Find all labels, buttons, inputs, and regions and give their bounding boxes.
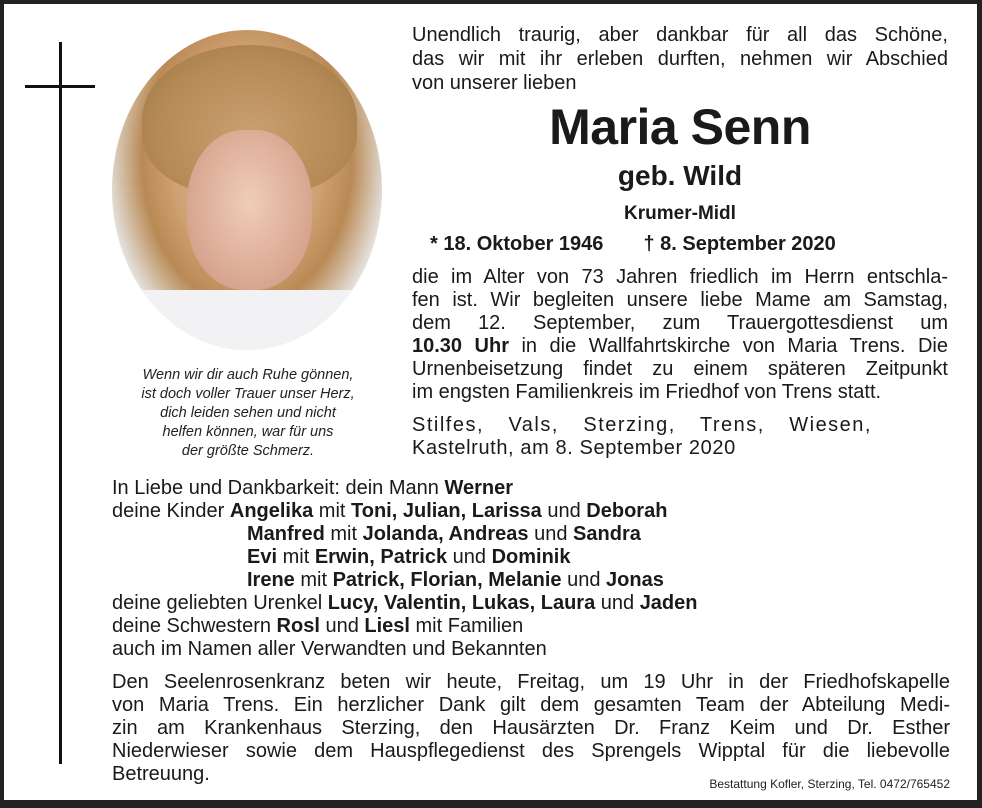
bold-text: Jolanda, Andreas <box>362 523 529 545</box>
text: mit <box>294 569 333 591</box>
intro-line: Unendlich traurig, aber dankbar für all das Schöne, <box>412 24 948 46</box>
text: Urnenbeisetzung findet zu einem späteren Zeitpunkt <box>412 358 948 380</box>
text: und <box>541 500 587 522</box>
birth-date: * 18. Oktober 1946 <box>430 233 604 255</box>
closing-line: Niederwieser sowie dem Hauspflegedienst des Sprengels Wipptal für die liebevolle <box>112 740 950 762</box>
text: mit <box>324 523 363 545</box>
family-line <box>112 615 523 638</box>
quote-line: der größte Schmerz. <box>181 443 315 459</box>
portrait-photo <box>112 30 382 350</box>
house-name: Krumer-Midl <box>624 203 736 224</box>
family-line <box>112 592 698 615</box>
family-line <box>112 477 513 500</box>
bold-text: Irene <box>247 569 295 591</box>
closing-line: von Maria Trens. Ein herzlicher Dank gilt dem gesamten Team der Abteilung Medi- <box>112 694 950 716</box>
bold-text: Jaden <box>639 592 698 614</box>
text: fen ist. Wir begleiten unsere liebe Mame am Samstag, <box>412 289 948 311</box>
text: mit <box>277 546 315 568</box>
text: im engsten Familienkreis im Friedhof von Trens statt. <box>412 381 882 403</box>
text: deine Schwestern <box>112 615 277 637</box>
paragraph-line <box>412 381 881 404</box>
bold-text: Sandra <box>573 523 641 545</box>
bold-text: Rosl <box>276 615 320 637</box>
maiden-name: geb. Wild <box>617 160 743 191</box>
text: dem 12. September, zum Trauergottesdienst um <box>412 312 948 334</box>
bold-text: Patrick, Florian, Melanie <box>332 569 562 591</box>
cross-icon-bar <box>25 85 95 88</box>
text: in die Wallfahrtskirche von Maria Trens. Die <box>508 335 948 357</box>
text: mit <box>313 500 352 522</box>
text: und <box>528 523 574 545</box>
family-line <box>247 546 570 569</box>
quote-line: helfen können, war für uns <box>162 424 334 440</box>
bold-text: Dominik <box>491 546 571 568</box>
closing-line: zin am Krankenhaus Sterzing, den Hausärzten Dr. Franz Keim und Dr. Esther <box>112 717 950 739</box>
text: In Liebe und Dankbarkeit: dein Mann <box>112 477 445 499</box>
family-line <box>112 500 667 523</box>
bold-text: Toni, Julian, Larissa <box>351 500 542 522</box>
bold-text: Evi <box>247 546 278 568</box>
text: und <box>319 615 365 637</box>
bold-text: Jonas <box>606 569 664 591</box>
text: mit Familien <box>409 615 524 637</box>
places-line: Stilfes, Vals, Sterzing, Trens, Wiesen, <box>412 414 872 436</box>
paragraph-line <box>412 266 948 289</box>
text: und <box>447 546 492 568</box>
text: und <box>561 569 607 591</box>
quote <box>108 366 388 461</box>
cross-icon <box>59 42 62 764</box>
paragraph-line <box>412 358 948 381</box>
funeral-home-credit: Bestattung Kofler, Sterzing, Tel. 0472/765452 <box>709 777 950 791</box>
closing-line: Betreuung. <box>112 763 210 785</box>
bold-text: Werner <box>444 477 513 499</box>
family-line <box>112 638 547 661</box>
paragraph-line <box>412 289 948 312</box>
text: deine geliebten Urenkel <box>112 592 328 614</box>
bold-text: Angelika <box>229 500 314 522</box>
family-line <box>247 569 664 592</box>
quote-line: Wenn wir dir auch Ruhe gönnen, <box>142 367 354 383</box>
places-line: Kastelruth, am 8. September 2020 <box>412 437 736 459</box>
bold-text: Lucy, Valentin, Lukas, Laura <box>327 592 596 614</box>
quote-line: dich leiden sehen und nicht <box>160 405 336 421</box>
bold-text: Manfred <box>247 523 325 545</box>
dates <box>430 233 836 256</box>
text: die im Alter von 73 Jahren friedlich im Herrn entschla- <box>412 266 948 288</box>
closing-line: Den Seelenrosenkranz beten wir heute, Freitag, um 19 Uhr in der Friedhofskapelle <box>112 671 950 693</box>
bold-text: 10.30 Uhr <box>412 335 509 357</box>
bold-text: Deborah <box>586 500 668 522</box>
bold-text: Erwin, Patrick <box>314 546 448 568</box>
intro-line: das wir mit ihr erleben durften, nehmen wir Abschied <box>412 48 948 70</box>
paragraph-line <box>412 312 948 335</box>
quote-line: ist doch voller Trauer unser Herz, <box>141 386 355 402</box>
paragraph-line <box>412 335 948 358</box>
deceased-name: Maria Senn <box>549 99 811 155</box>
death-date: † 8. September 2020 <box>643 233 836 255</box>
intro-line: von unserer lieben <box>412 72 577 94</box>
text: und <box>595 592 640 614</box>
text: deine Kinder <box>112 500 230 522</box>
family-line <box>247 523 641 546</box>
text: auch im Namen aller Verwandten und Bekannten <box>112 638 547 660</box>
bold-text: Liesl <box>364 615 410 637</box>
